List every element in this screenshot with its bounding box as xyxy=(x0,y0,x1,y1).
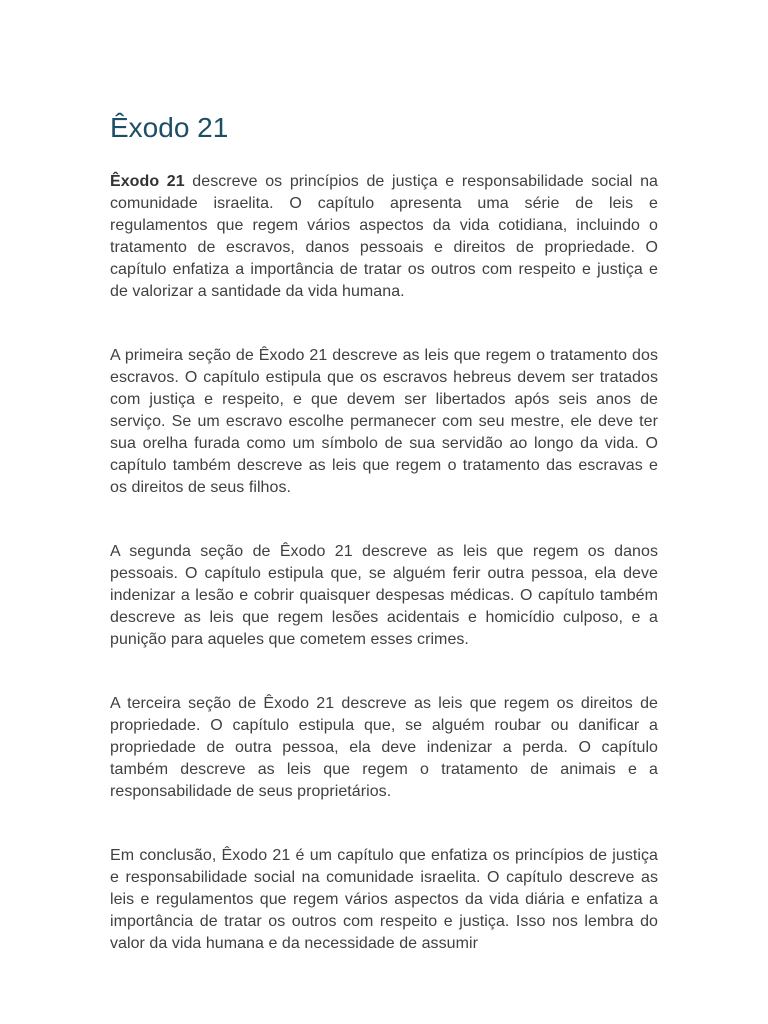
document-title: Êxodo 21 xyxy=(110,112,229,143)
paragraph-slaves: A primeira seção de Êxodo 21 descreve as leis que regem o tratamento dos escravos. O capítulo estipula que os escravos hebreus devem ser tratados com justiça e respeito, e que devem ser libertados após seis anos de serviço. Se um escravo escolhe permanecer com seu mestre, ele deve ter sua orelha furada como um símbolo de sua servidão ao longo da vida. O capítulo também descreve as leis que regem o tratamento das escravas e os direitos de seus filhos. xyxy=(110,347,658,496)
paragraph-intro-bold-lead: Êxodo 21 xyxy=(110,173,185,190)
paragraph-personal-damages: A segunda seção de Êxodo 21 descreve as leis que regem os danos pessoais. O capítulo estipula que, se alguém ferir outra pessoa, ela deve indenizar a lesão e cobrir quaisquer despesas médicas. O capítulo também descreve as leis que regem lesões acidentais e homicídio culposo, e a punição para aqueles que cometem esses crimes. xyxy=(110,543,658,648)
paragraph-conclusion: Em conclusão, Êxodo 21 é um capítulo que enfatiza os princípios de justiça e responsabilidade social na comunidade israelita. O capítulo descreve as leis e regulamentos que regem vários aspectos da vida diária e enfatiza a importância de tratar os outros com respeito e justiça. Isso nos lembra do valor da vida humana e da necessidade de assumir xyxy=(110,847,658,952)
paragraph-intro xyxy=(110,171,658,303)
paragraph-intro-text: descreve os princípios de justiça e responsabilidade social na comunidade israelita. O capítulo apresenta uma série de leis e regulamentos que regem vários aspectos da vida cotidiana, incluindo o tratamento de escravos, danos pessoais e direitos de propriedade. O capítulo enfatiza a importância de tratar os outros com respeito e justiça e de valorizar a santidade da vida humana. xyxy=(110,173,658,300)
paragraph-property-rights: A terceira seção de Êxodo 21 descreve as leis que regem os direitos de propriedade. O capítulo estipula que, se alguém roubar ou danificar a propriedade de outra pessoa, ela deve indenizar a perda. O capítulo também descreve as leis que regem o tratamento de animais e a responsabilidade de seus proprietários. xyxy=(110,695,658,800)
document-page xyxy=(110,108,658,955)
